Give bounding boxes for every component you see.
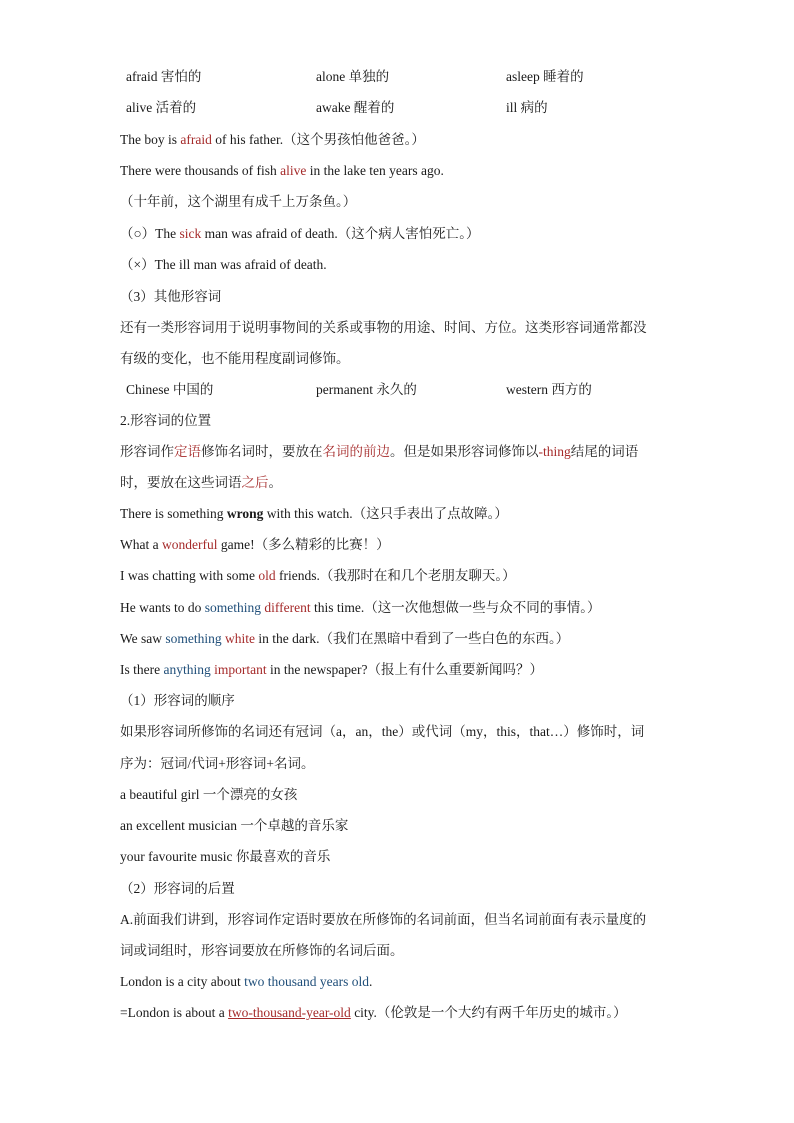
subsection-1-title: （1）形容词的顺序 (120, 693, 235, 708)
highlight-phrase: two-thousand-year-old (228, 1005, 351, 1020)
example-wrong (120, 505, 508, 523)
example-london-2 (120, 1004, 627, 1022)
vocab-afraid: afraid 害怕的 (126, 69, 202, 84)
highlight-word: old (258, 568, 276, 583)
highlight-phrase: two thousand years old (244, 974, 369, 989)
example-ill-wrong: （×）The ill man was afraid of death. (120, 257, 327, 272)
example-london-1 (120, 973, 372, 991)
section-3-desc-line2: 有级的变化，也不能用程度副词修饰。 (120, 351, 350, 366)
text: with this watch.（这只手表出了点故障。） (263, 506, 508, 521)
text: We saw (120, 631, 166, 646)
example-girl: a beautiful girl 一个漂亮的女孩 (120, 787, 298, 802)
text: in the lake ten years ago. (306, 163, 444, 178)
vocab-chinese: Chinese 中国的 (126, 382, 214, 397)
text: 修饰名词时，要放在 (201, 444, 323, 459)
text: this time.（这一次他想做一些与众不同的事情。） (310, 600, 601, 615)
subsection-2-title: （2）形容词的后置 (120, 881, 235, 896)
subsection-2-desc-line1: A.前面我们讲到，形容词作定语时要放在所修饰的名词前面，但当名词前面有表示量度的 (120, 912, 647, 927)
text: 结尾的词语 (570, 444, 639, 459)
highlight-word: wrong (226, 506, 264, 521)
vocab-asleep: asleep 睡着的 (506, 69, 584, 84)
text: There is something (120, 506, 227, 521)
highlight-word: anything (163, 662, 211, 677)
text: 。 (268, 475, 282, 490)
text: man was afraid of death.（这个病人害怕死亡。） (201, 226, 480, 241)
vocab-alive: alive 活着的 (126, 100, 197, 115)
highlight-word: afraid (180, 132, 212, 147)
section-2-desc-line2 (120, 474, 282, 492)
text: London is a city about (120, 974, 245, 989)
example-alive-translation: （十年前，这个湖里有成千上万条鱼。） (120, 194, 357, 209)
highlight-word: -thing (538, 444, 571, 459)
text: 时，要放在这些词语 (120, 475, 242, 490)
text: city.（伦敦是一个大约有两千年历史的城市。） (350, 1005, 627, 1020)
text: 形容词作 (120, 444, 174, 459)
highlight-word: white (225, 631, 256, 646)
text: game!（多么精彩的比赛！） (217, 537, 390, 552)
highlight-word: different (264, 600, 311, 615)
example-music: your favourite music 你最喜欢的音乐 (120, 849, 331, 864)
text: of his father.（这个男孩怕他爸爸。） (211, 132, 425, 147)
example-afraid (120, 131, 425, 149)
text: Is there (120, 662, 164, 677)
highlight-word: 名词的前边 (322, 444, 390, 459)
highlight-word: wonderful (161, 537, 218, 552)
text: . (368, 974, 373, 989)
section-3-desc-line1: 还有一类形容词用于说明事物间的关系或事物的用途、时间、方位。这类形容词通常都没 (120, 320, 647, 335)
subsection-2-desc-line2: 词或词组时，形容词要放在所修饰的名词后面。 (120, 943, 404, 958)
text: in the dark.（我们在黑暗中看到了一些白色的东西。） (255, 631, 570, 646)
text: =London is about a (120, 1005, 229, 1020)
text: What a (120, 537, 162, 552)
highlight-word: something (165, 631, 222, 646)
highlight-word: sick (179, 226, 202, 241)
vocab-permanent: permanent 永久的 (316, 382, 417, 397)
example-wonderful (120, 536, 390, 554)
highlight-word: 之后 (241, 475, 269, 490)
subsection-1-desc-line1: 如果形容词所修饰的名词还有冠词（a，an，the）或代词（my，this，that…）修饰时，词 (120, 724, 645, 739)
example-old (120, 567, 516, 585)
example-musician: an excellent musician 一个卓越的音乐家 (120, 818, 349, 833)
section-2-desc-line1 (120, 443, 638, 461)
text: 。但是如果形容词修饰以 (390, 444, 539, 459)
example-white (120, 630, 569, 648)
vocab-awake: awake 醒着的 (316, 100, 395, 115)
highlight-word: important (214, 662, 267, 677)
text: He wants to do (120, 600, 205, 615)
example-alive (120, 162, 444, 180)
section-2-title: 2.形容词的位置 (120, 413, 212, 428)
subsection-1-desc-line2: 序为：冠词/代词+形容词+名词。 (120, 756, 315, 771)
text: friends.（我那时在和几个老朋友聊天。） (275, 568, 516, 583)
section-3-title: （3）其他形容词 (120, 289, 222, 304)
text: There were thousands of fish (120, 163, 281, 178)
vocab-ill: ill 病的 (506, 100, 548, 115)
text: in the newspaper?（报上有什么重要新闻吗？） (266, 662, 543, 677)
text: I was chatting with some (120, 568, 259, 583)
highlight-word: something (204, 600, 261, 615)
vocab-alone: alone 单独的 (316, 69, 390, 84)
text: （○）The (120, 226, 180, 241)
highlight-word: 定语 (174, 444, 201, 459)
example-different (120, 599, 600, 617)
example-sick-correct (120, 225, 479, 243)
example-important (120, 661, 543, 679)
highlight-word: alive (280, 163, 307, 178)
vocab-western: western 西方的 (506, 382, 592, 397)
text: The boy is (120, 132, 181, 147)
